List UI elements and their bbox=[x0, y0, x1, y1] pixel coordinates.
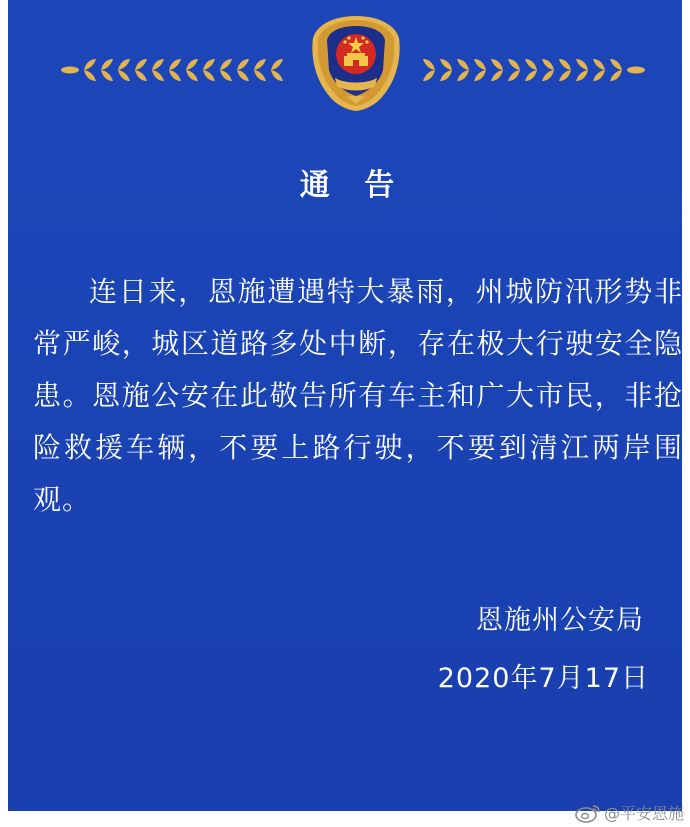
wheat-laurel-icon bbox=[60, 56, 285, 84]
police-emblem-icon bbox=[307, 12, 405, 112]
notice-title: 通 告 bbox=[299, 168, 407, 203]
notice-date: 2020年7月17日 bbox=[437, 663, 649, 694]
watermark-text: @平安恩施 bbox=[603, 804, 684, 823]
notice-body: 连日来，恩施遭遇特大暴雨，州城防汛形势非常严峻，城区道路多处中断，存在极大行驶安全隐患。恩施公安在此敬告所有车主和广大市民，非抢险救援车辆，不要上路行驶，不要到清江两岸围观。 bbox=[33, 275, 683, 516]
issuer-signature: 恩施州公安局 bbox=[476, 605, 644, 636]
wheat-laurel-icon bbox=[421, 56, 646, 84]
weibo-watermark bbox=[575, 801, 684, 824]
weibo-icon bbox=[575, 803, 601, 823]
notice-poster bbox=[8, 0, 682, 811]
